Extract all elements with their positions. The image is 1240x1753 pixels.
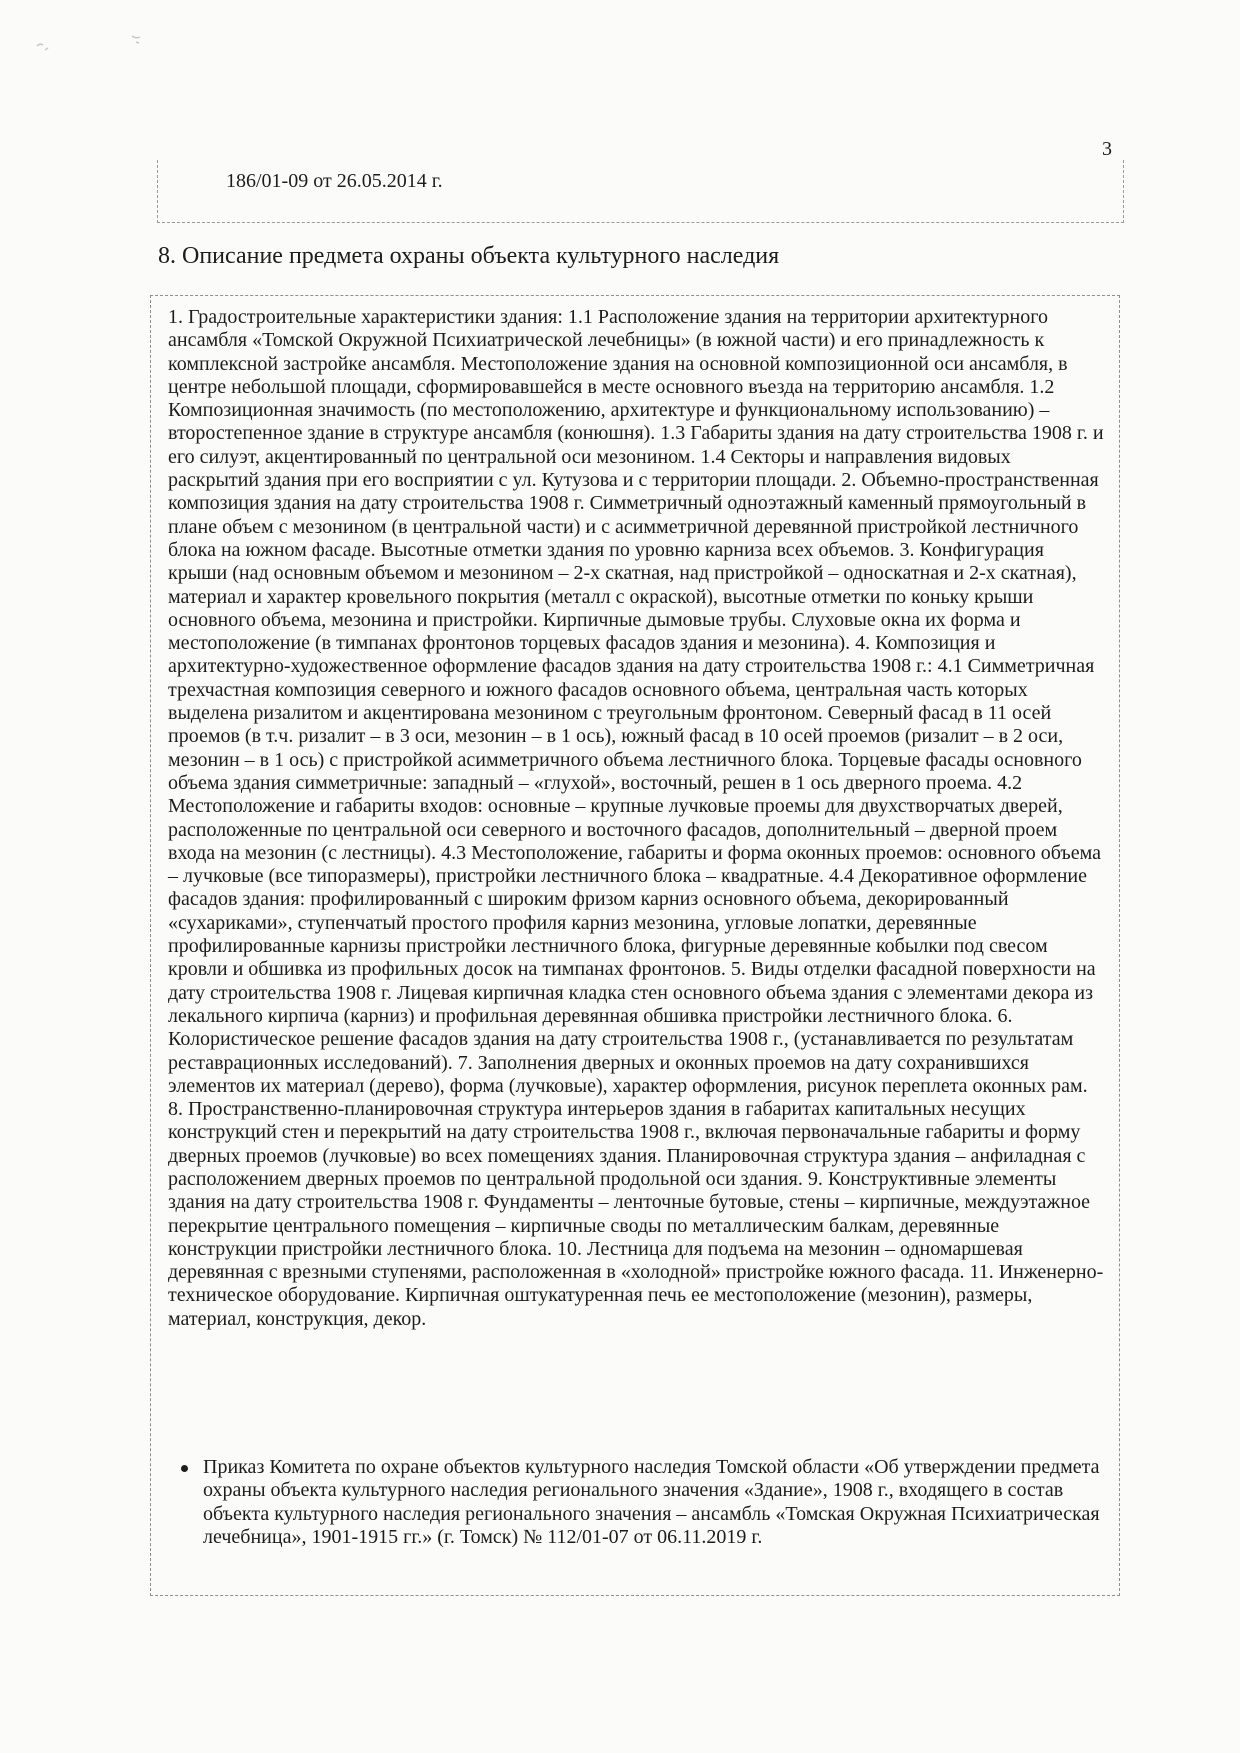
header-reference: 186/01-09 от 26.05.2014 г. — [226, 170, 443, 192]
protection-subject-text: 1. Градостроительные характеристики здания: 1.1 Расположение здания на территории архитектурного ансамбля «Томской Окружной Психиатрической лечебницы» (в южной части) и его принадлежность к комплексной застройке ансамбля. Местоположение здания на основной композиционной оси ансамбля, в центре небольшой площади, сформировавшейся в месте основного въезда на территорию ансамбля. 1.2 Композиционная значимость (по местоположению, архитектуре и функциональному использованию) – второстепенное здание в структуре ансамбля (конюшня). 1.3 Габариты здания на дату строительства 1908 г. и его силуэт, акцентированный по центральной оси мезонином. 1.4 Секторы и направления видовых раскрытий здания при его восприятии с ул. Кутузова и с территории площади. 2. Объемно-пространственная композиция здания на дату строительства 1908 г. Симметричный одноэтажный каменный прямоугольный в плане объем с мезонином (в центральной части) и с асимметричной деревянной пристройкой лестничного блока на южном фасаде. Высотные отметки здания по уровню карниза всех объемов. 3. Конфигурация крыши (над основным объемом и мезонином – 2-х скатная, над пристройкой – односкатная и 2-х скатная), материал и характер кровельного покрытия (металл с окраской), высотные отметки по коньку крыши основного объема, мезонина и пристройки. Кирпичные дымовые трубы. Слуховые окна их форма и местоположение (в тимпанах фронтонов торцевых фасадов здания и мезонина). 4. Композиция и архитектурно-художественное оформление фасадов здания на дату строительства 1908 г.: 4.1 Симметричная трехчастная композиция северного и южного фасадов основного объема, центральная часть которых выделена ризалитом и акцентирована мезонином с треугольным фронтоном. Северный фасад в 11 осей проемов (в т.ч. ризалит – в 3 оси, мезонин – в 1 ось), южный фасад в 10 осей проемов (ризалит – в 2 оси, мезонин – в 1 ось) с пристройкой асимметричного объема лестничного блока. Торцевые фасады основного объема здания симметричные: западный – «глухой», восточный, решен в 1 ось дверного проема. 4.2 Местоположение и габариты входов: основные – крупные лучковые проемы для двухстворчатых дверей, расположенные по центральной оси северного и восточного фасадов, дополнительный – дверной проем входа на мезонин (с лестницы). 4.3 Местоположение, габариты и форма оконных проемов: основного объема – лучковые (все типоразмеры), пристройки лестничного блока – квадратные. 4.4 Декоративное оформление фасадов здания: профилированный с широким фризом карниз основного объема, декорированный «сухариками», ступенчатый простого профиля карниз мезонина, угловые лопатки, деревянные профилированные карнизы пристройки лестничного блока, фигурные деревянные кобылки под свесом кровли и обшивка из профильных досок на тимпанах фронтонов. 5. Виды отделки фасадной поверхности на дату строительства 1908 г. Лицевая кирпичная кладка стен основного объема здания с элементами декора из лекального кирпича (карниз) и профильная деревянная обшивка пристройки лестничного блока. 6. Колористическое решение фасадов здания на дату строительства 1908 г., (устанавливается по результатам реставрационных исследований). 7. Заполнения дверных и оконных проемов на дату сохранившихся элементов их материал (дерево), форма (лучковые), характер оформления, рисунок переплета оконных рам. 8. Пространственно-планировочная структура интерьеров здания в габаритах капитальных несущих конструкций стен и перекрытий на дату строительства 1908 г., включая первоначальные габариты и форму дверных проемов (лучковые) во всех помещениях здания. Планировочная структура здания – анфиладная с расположением дверных проемов по центральной продольной оси здания. 9. Конструктивные элементы здания на дату строительства 1908 г. Фундаменты – ленточные бутовые, стены – кирпичные, междуэтажное перекрытие центрального помещения – кирпичные своды по металлическим балкам, деревянные конструкции пристройки лестничного блока. 10. Лестница для подъема на мезонин – одномаршевая деревянная с врезными ступенями, расположенная в «холодной» пристройке южного фасада. 11. Инженерно-техническое оборудование. Кирпичная оштукатуренная печь ее местоположение (мезонин), размеры, материал, конструкция, декор. — [168, 306, 1104, 1330]
content-box — [150, 295, 1120, 1596]
reference-list — [181, 1456, 1107, 1549]
reference-text: Приказ Комитета по охране объектов культурного наследия Томской области «Об утверждении предмета охраны объекта культурного наследия регионального значения «Здание», 1908 г., входящего в состав объекта культурного наследия регионального значения – ансамбль «Томская Окружная Психиатрическая лечебница», 1901-1915 гг.» (г. Томск) № 112/01-07 от 06.11.2019 г. — [203, 1456, 1100, 1548]
page-number: 3 — [1102, 138, 1112, 160]
scan-artifact-mark — [32, 28, 152, 58]
reference-item — [181, 1456, 1107, 1549]
bullet-icon — [181, 1465, 188, 1472]
header-box — [157, 160, 1124, 223]
section-title: 8. Описание предмета охраны объекта культурного наследия — [158, 243, 780, 269]
